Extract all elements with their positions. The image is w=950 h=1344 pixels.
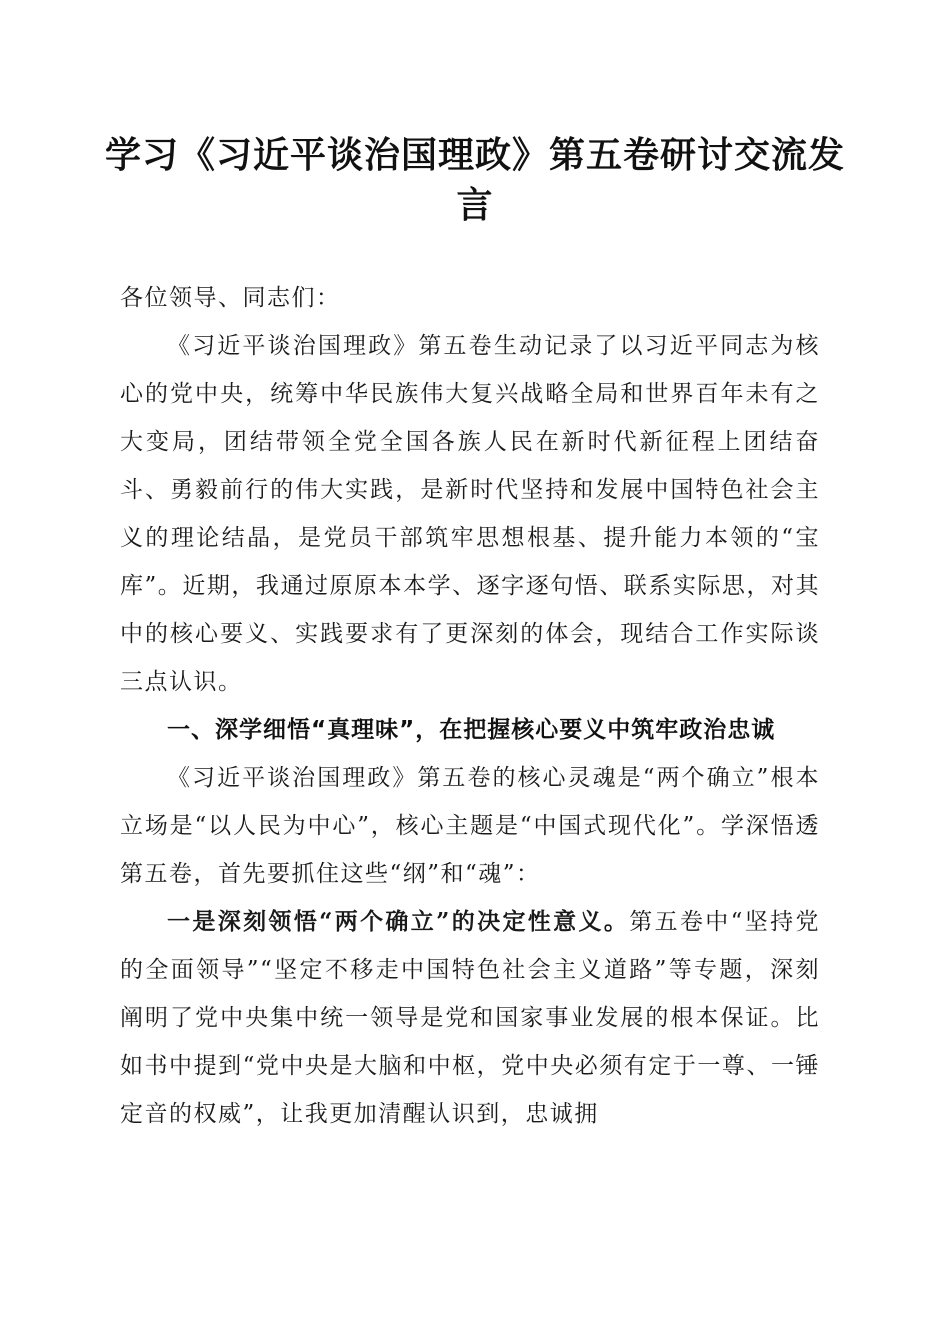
salutation: 各位领导、同志们： xyxy=(120,285,341,311)
section-heading-1: 一、深学细悟“真理味”，在把握核心要义中筑牢政治忠诚 xyxy=(167,717,776,743)
document-body xyxy=(120,274,820,1138)
paragraph-core-essence: 《习近平谈治国理政》第五卷的核心灵魂是“两个确立”根本立场是“以人民为中心”，核心主题是“中国式现代化”。学深悟透第五卷，首先要抓住这些“纲”和“魂”： xyxy=(120,765,820,887)
paragraph-two-establishments xyxy=(120,898,820,1138)
paragraph-intro: 《习近平谈治国理政》第五卷生动记录了以习近平同志为核心的党中央，统筹中华民族伟大复兴战略全局和世界百年未有之大变局，团结带领全党全国各族人民在新时代新征程上团结奋斗、勇毅前行的伟大实践，是新时代坚持和发展中国特色社会主义的理论结晶，是党员干部筑牢思想根基、提升能力本领的“宝库”。近期，我通过原原本本学、逐字逐句悟、联系实际思，对其中的核心要义、实践要求有了更深刻的体会，现结合工作实际谈三点认识。 xyxy=(120,333,820,695)
paragraph-lead-text: 一是深刻领悟“两个确立”的决定性意义。 xyxy=(167,908,630,935)
paragraph-body-text: 第五卷中“坚持党的全面领导”“坚定不移走中国特色社会主义道路”等专题，深刻阐明了党中央集中统一领导是党和国家事业发展的根本保证。比如书中提到“党中央是大脑和中枢，党中央必须有定于一尊、一锤定音的权威”，让我更加清醒认识到，忠诚拥 xyxy=(120,909,820,1127)
document-title: 学习《习近平谈治国理政》第五卷研讨交流发言 xyxy=(104,134,845,226)
